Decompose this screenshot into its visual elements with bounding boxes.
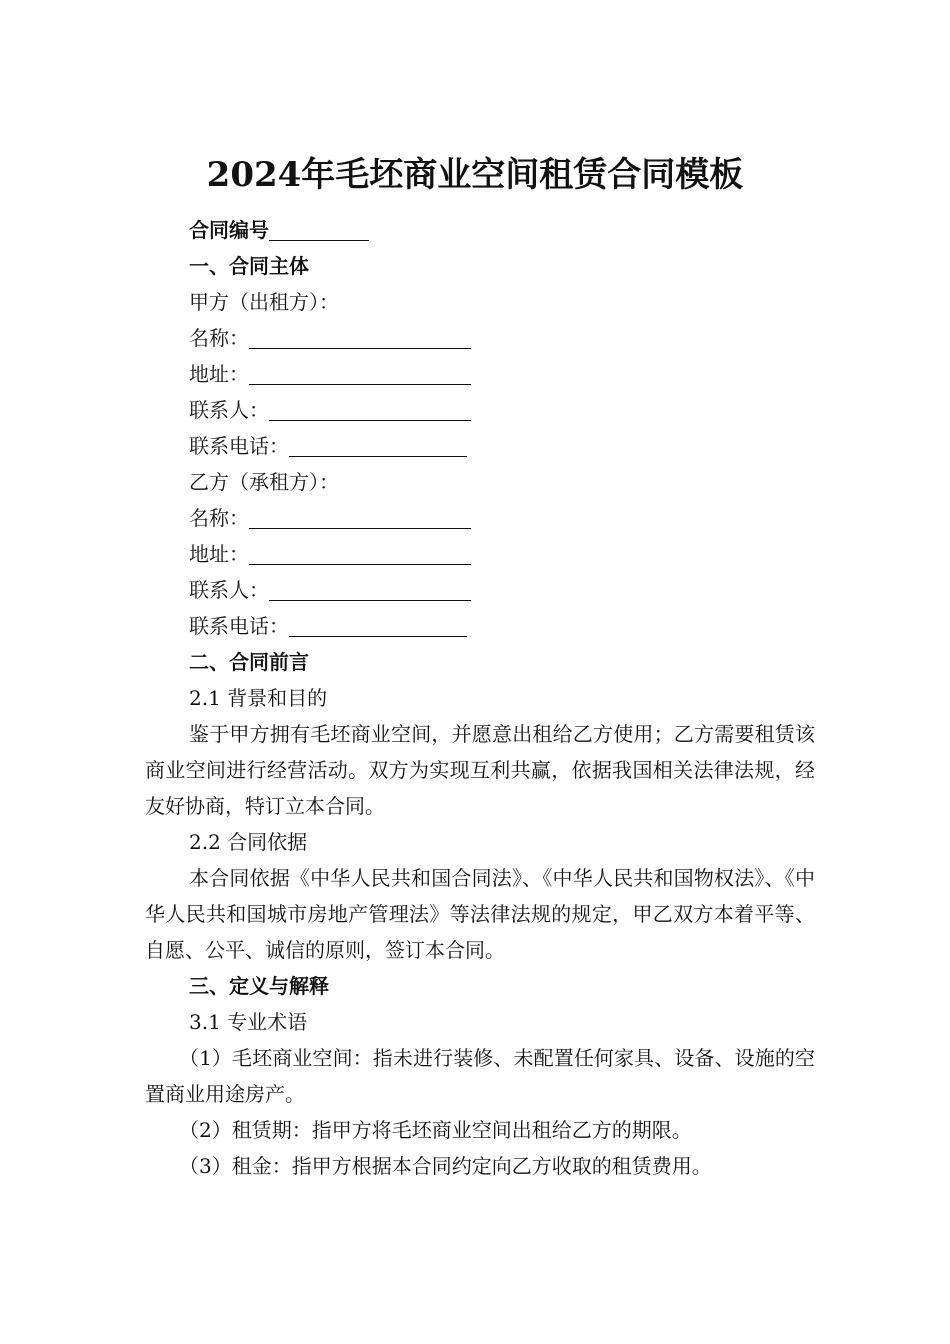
field-label: 地址： <box>189 542 249 566</box>
party-b-phone-line <box>145 608 815 644</box>
contract-number-line <box>145 212 815 248</box>
document-body <box>145 212 815 1184</box>
party-a-phone-line <box>145 428 815 464</box>
fill-blank <box>289 614 467 637</box>
party-a-address-line <box>145 356 815 392</box>
section2-sub2: 2.2 合同依据 <box>189 830 308 854</box>
field-label: 联系人： <box>189 578 269 602</box>
field-label: 联系电话： <box>189 614 289 638</box>
party-b-address-line <box>145 536 815 572</box>
party-b-name-line <box>145 500 815 536</box>
fill-blank <box>289 434 467 457</box>
section2-para2: 本合同依据《中华人民共和国合同法》、《中华人民共和国物权法》、《中华人民共和国城市房地产管理法》等法律法规的规定，甲乙双方本着平等、自愿、公平、诚信的原则，签订本合同。 <box>145 866 815 962</box>
section2-heading: 二、合同前言 <box>189 650 309 674</box>
section3-item2: （2）租赁期：指甲方将毛坯商业空间出租给乙方的期限。 <box>179 1118 692 1142</box>
section1-heading: 一、合同主体 <box>189 254 309 278</box>
field-label: 名称： <box>189 326 249 350</box>
field-label: 联系人： <box>189 398 269 422</box>
field-label: 联系电话： <box>189 434 289 458</box>
fill-blank <box>249 542 471 565</box>
section3-item1: （1）毛坯商业空间：指未进行装修、未配置任何家具、设备、设施的空置商业用途房产。 <box>145 1046 815 1106</box>
fill-blank <box>249 506 471 529</box>
fill-blank <box>269 578 471 601</box>
party-a-contact-line <box>145 392 815 428</box>
field-label: 名称： <box>189 506 249 530</box>
section3-item3: （3）租金：指甲方根据本合同约定向乙方收取的租赁费用。 <box>179 1154 712 1178</box>
party-b-contact-line <box>145 572 815 608</box>
party-b-label: 乙方（承租方）： <box>189 470 339 494</box>
contract-number-label: 合同编号 <box>189 218 269 242</box>
document-title: 2024年毛坯商业空间租赁合同模板 <box>206 155 744 195</box>
party-a-label: 甲方（出租方）： <box>189 290 339 314</box>
section2-sub1: 2.1 背景和目的 <box>189 686 328 710</box>
field-label: 地址： <box>189 362 249 386</box>
fill-blank <box>249 326 471 349</box>
party-a-name-line <box>145 320 815 356</box>
section3-sub1: 3.1 专业术语 <box>189 1010 308 1034</box>
section2-para1: 鉴于甲方拥有毛坯商业空间，并愿意出租给乙方使用；乙方需要租赁该商业空间进行经营活动。双方为实现互利共赢，依据我国相关法律法规，经友好协商，特订立本合同。 <box>145 722 815 818</box>
fill-blank <box>269 398 471 421</box>
fill-blank <box>249 362 471 385</box>
contract-number-blank <box>269 218 369 241</box>
section3-heading: 三、定义与解释 <box>189 974 329 998</box>
